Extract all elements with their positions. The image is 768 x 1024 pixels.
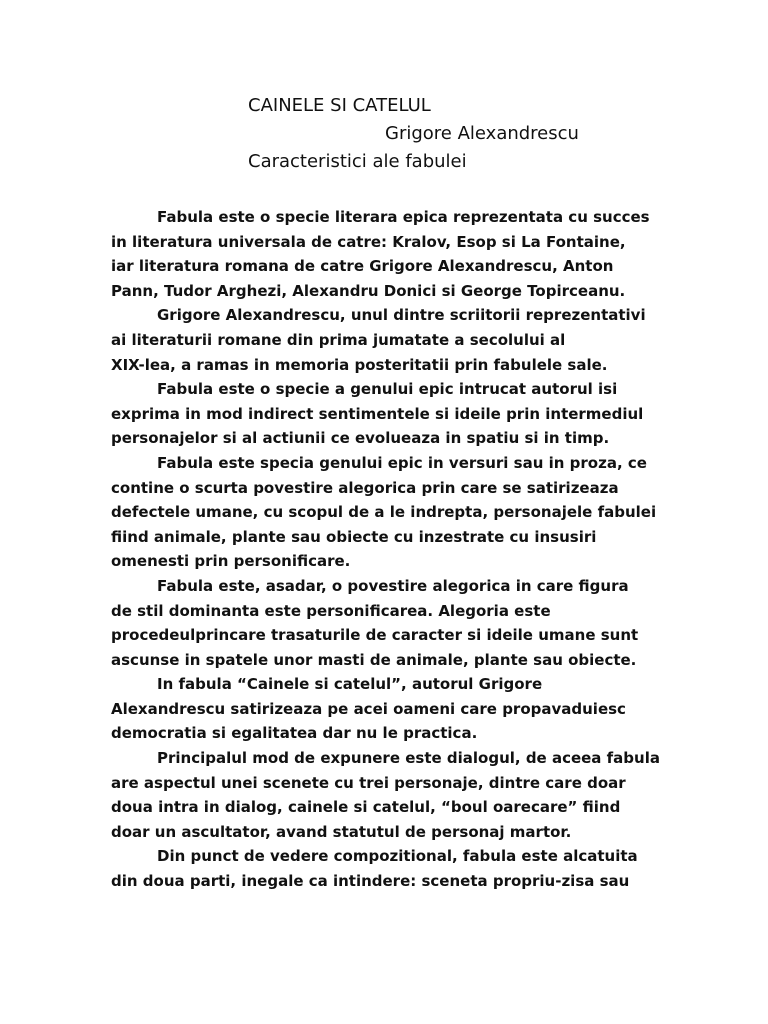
document-title: CAINELE SI CATELUL [248,95,431,116]
text-line: ai literaturii romane din prima jumatate a secolului al [111,330,566,349]
text-line: contine o scurta povestire alegorica prin care se satirizeaza [111,478,619,497]
text-line: XIX-lea, a ramas in memoria posteritatii prin fabulele sale. [111,355,608,374]
paragraph-first-line: Din punct de vedere compozitional, fabula este alcatuita [157,847,638,866]
text-line: doar un ascultator, avand statutul de personaj martor. [111,822,572,841]
text-line: personajelor si al actiunii ce evolueaza in spatiu si in timp. [111,429,610,448]
text-line: procedeulprincare trasaturile de caracter si ideile umane sunt [111,626,639,645]
document-author: Grigore Alexandrescu [385,123,579,144]
paragraph-first-line: Fabula este specia genului epic in versuri sau in proza, ce [157,453,647,472]
paragraph-first-line: Fabula este o specie literara epica reprezentata cu succes [157,208,650,226]
document-subtitle: Caracteristici ale fabulei [248,151,467,172]
text-line: democratia si egalitatea dar nu le practica. [111,724,478,743]
text-line: fiind animale, plante sau obiecte cu inzestrate cu insusiri [111,527,597,546]
text-line: ascunse in spatele unor masti de animale, plante sau obiecte. [111,650,637,669]
text-line: in literatura universala de catre: Kralov, Esop si La Fontaine, [111,232,626,251]
text-line: Pann, Tudor Arghezi, Alexandru Donici si George Topirceanu. [111,281,626,300]
document-body [111,205,671,894]
text-line: omenesti prin personificare. [111,552,351,571]
text-line: doua intra in dialog, cainele si catelul, “boul oarecare” fiind [111,798,621,817]
text-line: defectele umane, cu scopul de a le indrepta, personajele fabulei [111,503,657,522]
paragraph-first-line: Principalul mod de expunere este dialogul, de aceea fabula [157,749,660,768]
paragraph-first-line: In fabula “Cainele si catelul”, autorul Grigore [157,675,543,694]
text-line: are aspectul unei scenete cu trei personaje, dintre care doar [111,773,626,792]
paragraph-first-line: Fabula este o specie a genului epic intrucat autorul isi [157,380,618,399]
paragraph-first-line: Fabula este, asadar, o povestire alegorica in care figura [157,576,629,595]
text-line: Alexandrescu satirizeaza pe acei oameni care propavaduiesc [111,699,626,718]
text-line: din doua parti, inegale ca intindere: sceneta propriu-zisa sau [111,872,630,891]
text-line: exprima in mod indirect sentimentele si ideile prin intermediul [111,404,644,423]
paragraph-first-line: Grigore Alexandrescu, unul dintre scriitorii reprezentativi [157,306,646,325]
text-line: de stil dominanta este personificarea. Alegoria este [111,601,551,620]
text-line: iar literatura romana de catre Grigore Alexandrescu, Anton [111,257,614,276]
